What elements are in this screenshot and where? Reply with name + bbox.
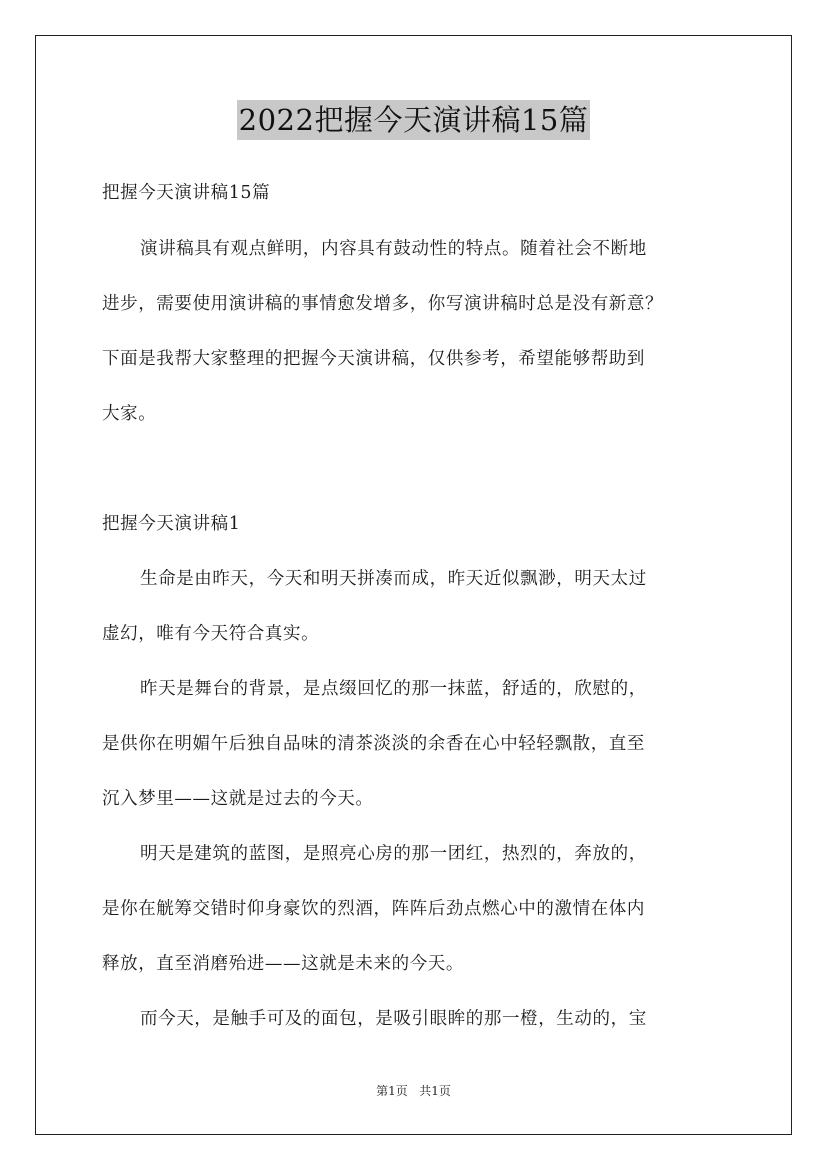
section-heading: 把握今天演讲稿1	[102, 514, 241, 534]
intro-line-3: 下面是我帮大家整理的把握今天演讲稿，仅供参考，希望能够帮助到	[102, 349, 645, 369]
document-subtitle: 把握今天演讲稿15篇	[102, 183, 271, 203]
body-line-8: 释放，直至消磨殆进——这就是未来的今天。	[102, 954, 464, 974]
body-line-5: 沉入梦里——这就是过去的今天。	[102, 789, 374, 809]
page-footer	[0, 1083, 827, 1099]
body-line-7: 是你在觥筹交错时仰身豪饮的烈酒，阵阵后劲点燃心中的激情在体内	[102, 899, 645, 919]
body-line-3: 昨天是舞台的背景，是点缀回忆的那一抹蓝，舒适的，欣慰的，	[140, 679, 647, 699]
page-total-label: 共1页	[419, 1084, 451, 1098]
intro-line-4: 大家。	[102, 404, 157, 424]
body-line-6: 明天是建筑的蓝图，是照亮心房的那一团红，热烈的，奔放的，	[140, 844, 647, 864]
title-container	[0, 100, 827, 140]
intro-line-2: 进步，需要使用演讲稿的事情愈发增多，你写演讲稿时总是没有新意？	[102, 294, 664, 314]
body-line-9: 而今天，是触手可及的面包，是吸引眼眸的那一橙，生动的，宝	[140, 1009, 647, 1029]
page-number-label: 第1页	[376, 1084, 408, 1098]
intro-line-1: 演讲稿具有观点鲜明，内容具有鼓动性的特点。随着社会不断地	[140, 239, 647, 259]
body-line-4: 是供你在明媚午后独自品味的清茶淡淡的余香在心中轻轻飘散，直至	[102, 734, 645, 754]
document-title: 2022把握今天演讲稿15篇	[237, 100, 591, 140]
body-line-1: 生命是由昨天，今天和明天拼凑而成，昨天近似飘渺，明天太过	[140, 569, 647, 589]
body-line-2: 虚幻，唯有今天符合真实。	[102, 624, 320, 644]
